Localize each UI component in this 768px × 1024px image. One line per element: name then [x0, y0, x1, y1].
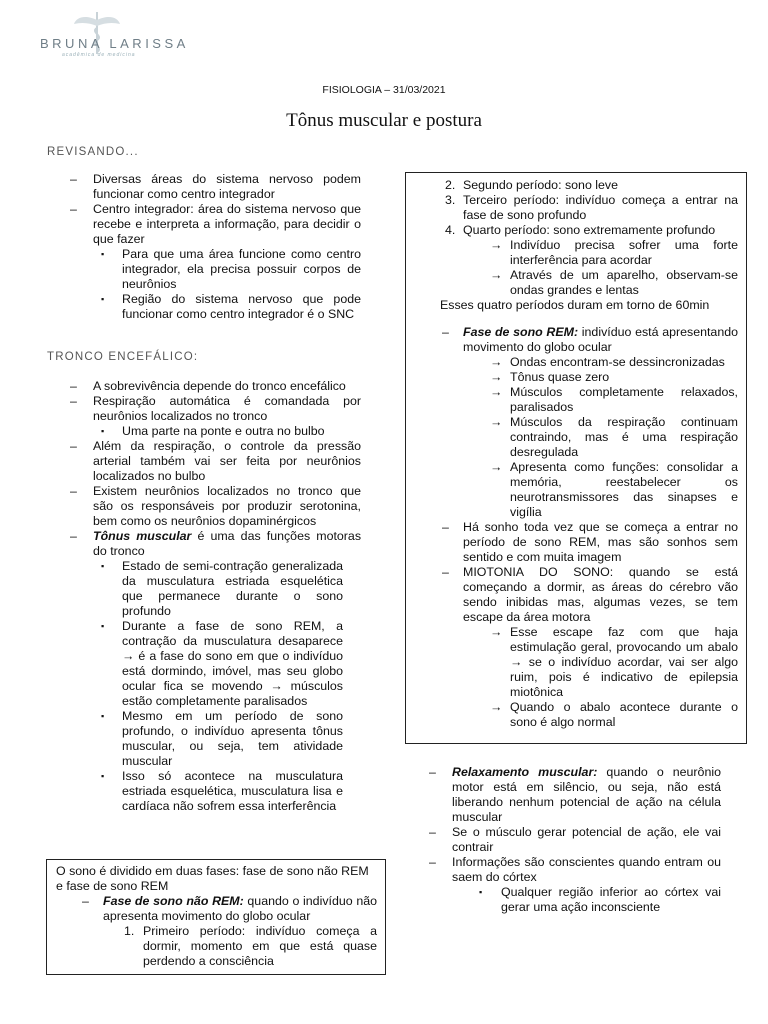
section-heading-revisando: REVISANDO... [47, 146, 139, 158]
duration-note: Esses quatro períodos duram em torno de 60min [440, 298, 710, 312]
list-item: → Esse escape faz com que haja estimulação geral, provocando um abalo → se o indivíduo acordar, vai ser algo ruim, pois é indicativo de epilepsia miotônica [490, 625, 738, 699]
box-intro: O sono é dividido em duas fases: fase de sono não REM e fase de sono REM [56, 864, 369, 893]
list-item: 3. Terceiro período: indivíduo começa a entrar na fase de sono profundo [445, 193, 738, 222]
list-item: – Relaxamento muscular: quando o neurônio motor está em silêncio, ou seja, não está liberando nenhum potencial de ação na célula muscular [429, 765, 721, 824]
left-column-revisando [70, 172, 361, 322]
list-item: – Fase de sono não REM: quando o indivíduo não apresenta movimento do globo ocular [82, 894, 377, 923]
list-item: → Músculos completamente relaxados, paralisados [490, 385, 738, 414]
list-item: – Há sonho toda vez que se começa a entrar no período de sono REM, mas são sonhos sem sentido e com muita imagem [442, 520, 738, 564]
list-item: → Músculos da respiração continuam contraindo, mas é uma respiração desregulada [490, 415, 738, 459]
list-item: → Através de um aparelho, observam-se ondas grandes e lentas [490, 268, 738, 297]
course-date: FISIOLOGIA – 31/03/2021 [322, 84, 446, 96]
logo-name: BRUNA LARISSA [40, 36, 189, 51]
list-item: 4. Quarto período: sono extremamente profundo [445, 223, 716, 237]
list-item: – Informações são conscientes quando entram ou saem do córtex [429, 855, 721, 884]
list-item: – Se o músculo gerar potencial de ação, ele vai contrair [429, 825, 721, 854]
list-item: ▪ Uma parte na ponte e outra no bulbo [101, 424, 325, 438]
list-item: – Respiração automática é comandada por neurônios localizados no tronco [70, 394, 361, 423]
list-item: → Tônus quase zero [490, 370, 610, 384]
list-item: → Quando o abalo acontece durante o sono é algo normal [490, 700, 738, 729]
list-item: – Centro integrador: área do sistema nervoso que recebe e interpreta a informação, para decidir o que fazer [70, 202, 361, 246]
list-item: 1. Primeiro período: indivíduo começa a dormir, momento em que está quase perdendo a consciência [124, 924, 377, 968]
list-item: – Diversas áreas do sistema nervoso podem funcionar como centro integrador [70, 172, 361, 201]
list-item: ▪ Qualquer região inferior ao córtex vai gerar uma ação inconsciente [479, 885, 721, 914]
list-item: → Indivíduo precisa sofrer uma forte interferência para acordar [490, 238, 738, 267]
list-item: – MIOTONIA DO SONO: quando se está começando a dormir, as áreas do cérebro vão sendo inibidas mas, algumas vezes, se tem escape da área motora [442, 565, 738, 624]
sleep-phases-box-continued [405, 172, 747, 744]
list-item: → Ondas encontram-se dessincronizadas [490, 355, 725, 369]
page-title: Tônus muscular e postura [286, 110, 482, 131]
right-column-after [429, 765, 721, 915]
list-item: – A sobrevivência depende do tronco encefálico [70, 379, 346, 393]
list-item: – Tônus muscular é uma das funções motoras do tronco [70, 529, 362, 558]
list-item: ▪ Isso só acontece na musculatura estriada esquelética, musculatura lisa e cardíaca não sofrem essa interferência [101, 769, 343, 813]
logo-tagline: acadêmica de medicina [62, 52, 136, 58]
sleep-phases-box [46, 859, 386, 975]
left-column-tronco [70, 379, 361, 814]
list-item: 2. Segundo período: sono leve [445, 178, 619, 192]
section-heading-tronco: TRONCO ENCEFÁLICO: [47, 351, 199, 363]
list-item: ▪ Mesmo em um período de sono profundo, o indivíduo apresenta tônus muscular, ou seja, tem atividade muscular [101, 709, 343, 768]
list-item: – Existem neurônios localizados no tronco que são os responsáveis por produzir serotonina, bem como os neurônios dopaminérgicos [70, 484, 361, 528]
list-item: ▪ Região do sistema nervoso que pode funcionar como centro integrador é o SNC [101, 292, 361, 321]
list-item: – Fase de sono REM: indivíduo está apresentando movimento do globo ocular [442, 325, 738, 354]
list-item: ▪ Estado de semi-contração generalizada da musculatura estriada esquelética que permanece durante o sono profundo [101, 559, 343, 618]
list-item: → Apresenta como funções: consolidar a memória, reestabelecer os neurotransmissores das sinapses e vigília [490, 460, 738, 519]
list-item: ▪ Para que uma área funcione como centro integrador, ela precisa possuir corpos de neurônios [101, 247, 361, 291]
list-item: – Além da respiração, o controle da pressão arterial também vai ser feita por neurônios localizados no bulbo [70, 439, 361, 483]
list-item: ▪ Durante a fase de sono REM, a contração da musculatura desaparece → é a fase do sono em que o indivíduo está dormindo, imóvel, mas seu globo ocular fica se movendo → músculos estão completamente paralisados [101, 619, 343, 708]
